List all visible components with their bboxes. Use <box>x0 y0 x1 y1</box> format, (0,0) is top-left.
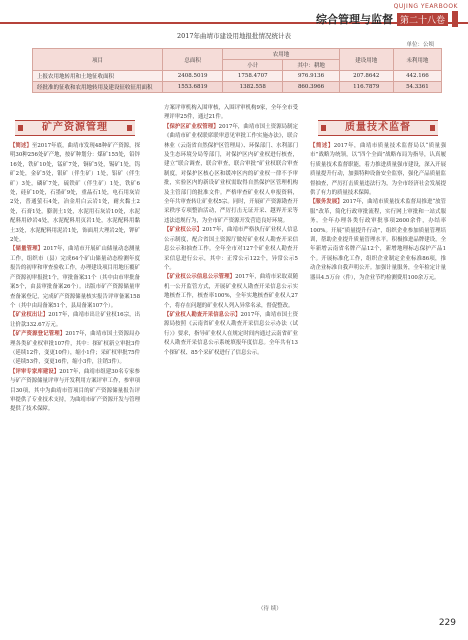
col-project: 项目 <box>33 49 163 71</box>
paragraph-heading: 【矿产资源登记管理】 <box>10 331 66 338</box>
paragraph <box>10 142 140 245</box>
section-banner-mineral: 矿产资源管理 <box>15 120 135 136</box>
column-left <box>10 120 140 415</box>
cell-unused: 442.166 <box>393 71 441 82</box>
cell-subtotal: 1758.4707 <box>223 71 283 82</box>
cell-subtotal: 1382.558 <box>223 82 283 93</box>
paragraph <box>164 123 298 226</box>
cell-arable: 860.3966 <box>283 82 339 93</box>
table-header-row <box>33 49 442 60</box>
col-unused: 未利用地 <box>393 49 441 71</box>
cell-construction: 207.8642 <box>339 71 393 82</box>
col-agri: 农用地 <box>223 49 340 60</box>
paragraph <box>310 198 446 283</box>
paragraph-text: 2017年，曲靖市严格执行矿业权人信息公示制度，配合省国土资源厅做好矿业权人勘查开采信息公示和抽查工作。全年全市对127个矿业权人勘查开采信息进行公示，其中：正常公示122个，异常公示5个。 <box>164 227 298 271</box>
land-approval-table <box>32 48 442 93</box>
paragraph <box>10 245 140 311</box>
paragraph-text: 2017年，曲靖市国土资源局制定《曲靖市矿业权联席联审意见审批工作实施办法》，联合林业（云南省自然保护区管理局）、环保部门、水利部门及生态环境分局等部门，对保护区内矿业权进行核查，建立“联合调查，联合审查，联合审批”矿业权联合审查制度，对保护区核心区和缓冲区内的矿业权一律不予审批，实验区内的新设矿业权需取得自然保护区管理机构及主管部门的批准文件。严格审查矿业权人申报资料，全年共审查转让矿业权5宗。同时，开展矿产资源勘查开采秩序专项整治活动，严厉打击无证开采、越界开采等违法违规行为，为全市矿产资源开发营造良好环境。 <box>164 123 298 224</box>
table-row <box>33 71 442 82</box>
col-total: 总面积 <box>163 49 223 71</box>
table-title: 2017年曲靖市建设用地报批情况统计表 <box>176 32 292 40</box>
paragraph-heading: 【矿业权公示】 <box>164 227 203 234</box>
page-number: 229 <box>438 618 456 628</box>
paragraph <box>164 226 298 273</box>
paragraph <box>164 311 298 358</box>
paragraph <box>164 273 298 311</box>
paragraph <box>310 142 446 198</box>
paragraph <box>10 311 140 330</box>
paragraph-heading: 【保护区矿业权管理】 <box>164 123 219 130</box>
paragraph-text: 2017年，曲靖市质量技术监督局推进“放管服”改革，简化行政审批流程，实行网上审批和一站式服务，全年办理各类行政审批事项2600余件，办结率100%。开展“质量提升行动”，组织企业参加质量管理培训，帮助企业提升质量管理水平。积极推进品牌建设，全年新增云南省名牌产品12个，新增地理标志保护产品1个。开展标准化工作，组织企业制定企业标准86项，推动企业标准自我声明公开。加强计量服务，全年检定计量器具4.5万台（件），为企业节约检测费用100余万元。 <box>310 199 446 281</box>
paragraph-heading: 【矿业权人勘查开采信息公示】 <box>164 311 241 318</box>
cell-unused: 54.3361 <box>393 82 441 93</box>
paragraph <box>10 368 140 415</box>
yearbook-label: QUJING YEARBOOK <box>393 3 458 10</box>
cell-project: 上报农用地转用和土地征收面积 <box>33 71 163 82</box>
section-tag: 第二十八卷 <box>397 13 448 26</box>
paragraph-text: 至2017年底，曲靖市发现48种矿产资源，探明30种256处矿产地，按矿种划分：煤矿155处，铅锌16处，铁矿10处，锰矿7处，铜矿5处，锡矿1处，钨矿2处，金矿5处，银矿（伴生矿）1处，铝矿（伴生矿）3处，磷矿7处，硫铁矿（伴生矿）1处，铁矿6处，硅矿10处，石墨矿9处，重晶石1处，电石用灰岩2处，普通萤石4处，冶金用白云岩1处，耐火黏土2处，石膏1处，膨润土1处，水泥用石灰岩10处，水泥配料用砂岩4处，水泥配料用页岩1处，水泥配料用黏土3处，水泥配料用泥岩1处，饰面用大理岩2处，钾矿2处。 <box>10 143 140 244</box>
paragraph-text: 2017年，曲靖市国土资源局办理各类矿业权审批107件，其中：探矿权新立审批3件（延续12件，变更10件），缩小1件；采矿权审批75件（延续53件，变更16件，缩小3件，注销3件）。 <box>10 331 140 366</box>
paragraph-text: 2017年，曲靖市组建30名专家参与矿产资源储量评审与开发利用方案评审工作，参审项目30项，其中为曲靖市管项目的矿产资源储量报告评审提供了专业技术支持，为曲靖市矿产资源开发与管理提供了技术保障。 <box>10 368 140 413</box>
paragraph-text: 2017年，曲靖市质量技术监督局以“质量强市”战略为统领，以“四个全面”战略布局为指导，认真履行质量技术监督职能，着力推进质量强市建设，深入开展质量提升行动，加强特种设备安全监察，强化产品质量监督抽查，严厉打击质量违法行为，为全市经济社会发展提供了有力的质量技术保障。 <box>310 143 446 197</box>
col-subtotal: 小计 <box>223 60 283 71</box>
paragraph-heading: 【评审专家库建设】 <box>10 368 60 375</box>
cell-arable: 976.9136 <box>283 71 339 82</box>
section-title: 综合管理与监督 <box>315 13 393 26</box>
paragraph-text: 2017年，曲靖市国土资源局按照《云南省矿业权人勘查开采信息公示办法（试行）》要求，指导矿业权人在规定时间内通过云南省矿业权人勘查开采信息公示系统填报年度信息。全年共有13个探矿权、85个采矿权进行了信息公示。 <box>164 311 298 356</box>
paragraph-text: 2017年，曲靖市采取双随机一公开监管方式，开展矿业权人勘查开采信息公示实地核查工作，核查率100%，全年实地核查矿业权人27个，将存在问题的矿业权人列入异常名录，督促整改。 <box>164 274 298 309</box>
paragraph-heading: 【矿业权公示信息公示管理】 <box>164 274 236 281</box>
section-heading <box>316 11 458 27</box>
cell-project: 经批准的征收和农用地转用及建设征收征用面积 <box>33 82 163 93</box>
paragraph-heading: 【储量管理】 <box>10 246 44 253</box>
paragraph-heading: 【矿业权出让】 <box>10 312 49 319</box>
paragraph-heading: 【服务发展】 <box>310 199 343 206</box>
table-row <box>33 82 442 93</box>
paragraph-text: 方案评审机构入围审核，入围评审机构9家，全年全市受理评审25件，通过21件。 <box>164 105 298 121</box>
paragraph-heading: 【简述】 <box>10 143 32 149</box>
col-arable: 其中：耕地 <box>283 60 339 71</box>
continued-note: （待 续） <box>258 606 282 612</box>
cell-construction: 116.7879 <box>339 82 393 93</box>
column-middle <box>164 104 298 358</box>
paragraph-heading: 【简述】 <box>310 143 334 149</box>
paragraph <box>164 104 298 123</box>
paragraph <box>10 330 140 368</box>
table-unit: 单位：公顷 <box>406 42 434 48</box>
cell-total: 2408.5019 <box>163 71 223 82</box>
section-banner-quality: 质量技术监督 <box>318 120 438 136</box>
year-ribbon <box>452 11 458 27</box>
paragraph-text: 2017年，曲靖市开展矿山储量动态测量工作，组织市（县）完成64个矿山储量动态检测年度报告的初审和审查验收工作，办理建设项目用地压覆矿产资源初审报批1个，审批备案31个（其中由市审批备案5个，由县审批备案26个）。出版市矿产资源储量审查备案登记，完成矿产资源储量核实报告评审备案158个（其中由局备案51个，县局备案107个）。 <box>10 246 140 309</box>
paragraph-text: 2017年，曲靖市出让矿业权16宗，出让价款332.67万元。 <box>10 312 140 328</box>
cell-total: 1553.6819 <box>163 82 223 93</box>
col-construction: 建设用地 <box>339 49 393 71</box>
column-right <box>310 120 446 283</box>
page-header <box>316 3 458 27</box>
